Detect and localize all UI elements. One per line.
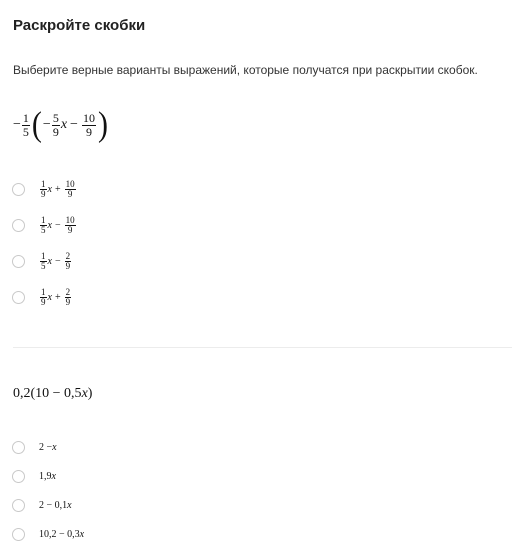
option-label: $\frac{1}{5}$ x − $\frac{10}{9}$ bbox=[41, 215, 75, 236]
question-1-expression bbox=[13, 105, 109, 144]
operator: − bbox=[70, 117, 78, 132]
section-divider bbox=[13, 347, 512, 348]
radio-button[interactable] bbox=[12, 255, 25, 268]
radio-button[interactable] bbox=[12, 291, 25, 304]
lead-sign: − bbox=[13, 117, 21, 132]
option-q2-2[interactable] bbox=[12, 470, 56, 483]
outer-fraction: $\frac{1}{5}$ bbox=[22, 110, 29, 139]
page-title: Раскройте скобки bbox=[13, 17, 146, 34]
option-label: 1,9 x bbox=[39, 471, 56, 482]
question-2-expression: 0,2(10 − 0,5x) bbox=[13, 386, 93, 401]
radio-button[interactable] bbox=[12, 528, 25, 541]
open-paren: ( bbox=[31, 105, 42, 144]
option-label: $\frac{1}{9}$ x + $\frac{10}{9}$ bbox=[41, 179, 75, 200]
option-q2-3[interactable] bbox=[12, 499, 72, 512]
close-paren: ) bbox=[97, 105, 108, 144]
inner-sign: − bbox=[42, 117, 51, 132]
option-q1-1[interactable] bbox=[12, 180, 77, 200]
option-label: $\frac{1}{9}$ x + $\frac{2}{9}$ bbox=[41, 287, 71, 308]
option-q1-2[interactable] bbox=[12, 216, 77, 236]
option-q2-4[interactable] bbox=[12, 528, 84, 541]
option-q2-1[interactable] bbox=[12, 441, 57, 454]
option-q1-3[interactable] bbox=[12, 252, 72, 272]
variable: x bbox=[60, 117, 68, 132]
inner-fraction: $\frac{5}{9}$ bbox=[52, 110, 59, 139]
radio-button[interactable] bbox=[12, 219, 25, 232]
radio-button[interactable] bbox=[12, 470, 25, 483]
instruction-text: Выберите верные варианты выражений, которые получатся при раскрытии скобок. bbox=[13, 63, 478, 77]
radio-button[interactable] bbox=[12, 183, 25, 196]
option-label: 2 − 0,1 x bbox=[39, 500, 72, 511]
option-label: 2 − x bbox=[39, 442, 57, 453]
option-label: $\frac{1}{5}$ x − $\frac{2}{9}$ bbox=[41, 251, 71, 272]
radio-button[interactable] bbox=[12, 499, 25, 512]
option-q1-4[interactable] bbox=[12, 288, 72, 308]
last-fraction: $\frac{10}{9}$ bbox=[82, 110, 95, 139]
radio-button[interactable] bbox=[12, 441, 25, 454]
option-label: 10,2 − 0,3 x bbox=[39, 529, 85, 540]
